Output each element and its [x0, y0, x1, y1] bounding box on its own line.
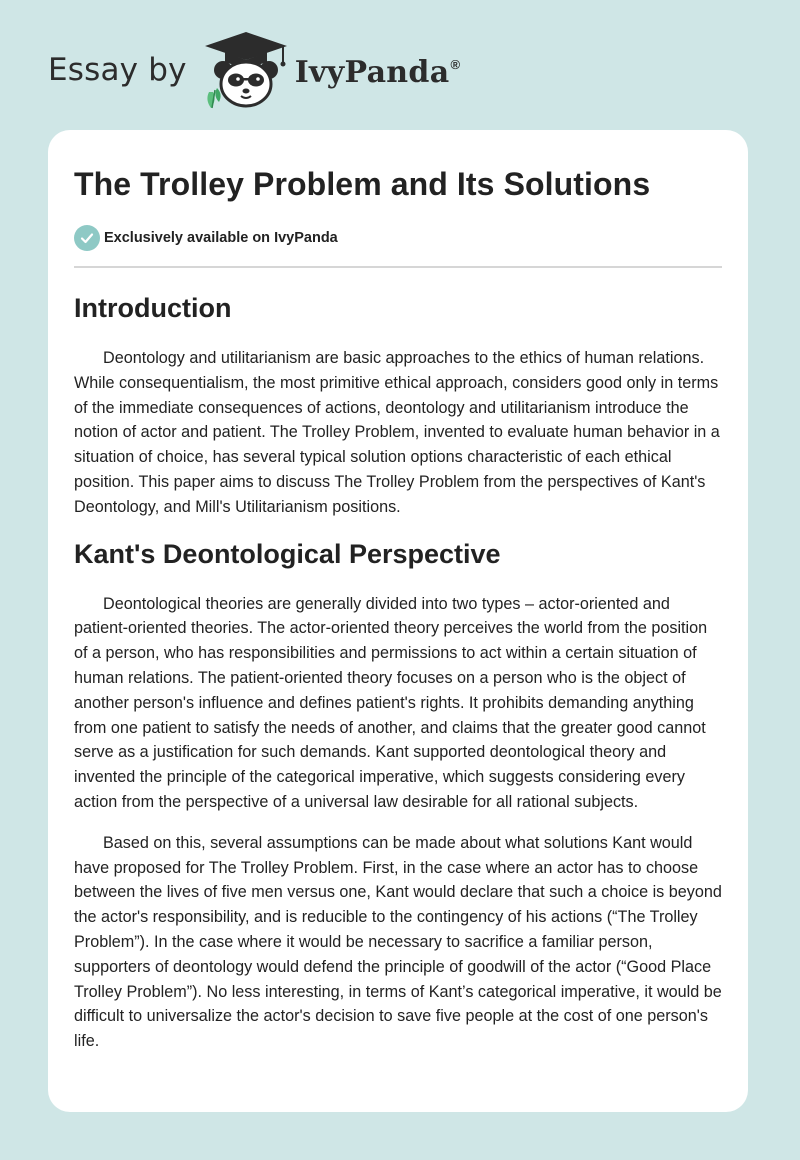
panda-logo-icon[interactable]	[203, 30, 289, 110]
check-icon	[74, 225, 100, 251]
section-heading: Kant's Deontological Perspective	[74, 538, 501, 569]
essay-card	[48, 130, 748, 1112]
brand-label: IvyPanda	[294, 54, 450, 90]
exclusive-badge	[74, 224, 722, 252]
essay-by-label: Essay by	[48, 52, 187, 88]
registered-mark: ®	[450, 56, 461, 72]
brand-name[interactable]	[295, 55, 461, 90]
section-introduction	[74, 290, 722, 520]
section-kant-deontological-perspective	[74, 536, 722, 1054]
paragraph: Based on this, several assumptions can be made about what solutions Kant would have proposed for The Trolley Problem. First, in the case where an actor has to choose between the lives of five men versus one, Kant would declare that such a choice is beyond the actor's responsibility, and is reducible to the contingency of his actions (“The Trolley Problem”). In the case where it would be necessary to sacrifice a familiar person, supporters of deontology would defend the principle of goodwill of the actor (“Good Place Trolley Problem”). No less interesting, in terms of Kant’s categorical imperative, it would be difficult to universalize the actor's decision to save five people at the cost of one person's life.	[74, 833, 722, 1051]
paragraph: Deontological theories are generally divided into two types – actor-oriented and patient-oriented theories. The actor-oriented theory perceives the world from the position of a person, who has responsibilities and permissions to act within a certain situation of human relations. The patient-oriented theory focuses on a person who is the object of another person's influence and defines patient's rights. It prohibits demanding anything from one patient to satisfy the needs of another, and claims that the greater good cannot serve as a justification for such demands. Kant supported deontological theory and invented the principle of the categorical imperative, which suggests considering every action from the perspective of a universal law desirable for all rational subjects.	[74, 594, 708, 811]
paragraph: Deontology and utilitarianism are basic approaches to the ethics of human relations. While consequentialism, the most primitive ethical approach, considers good only in terms of the immediate consequences of actions, deontology and utilitarianism introduce the notion of actor and patient. The Trolley Problem, invented to evaluate human behavior in a situation of choice, has several typical solution options characteristic of each ethical position. This paper aims to discuss The Trolley Problem from the perspectives of Kant's Deontology, and Mill's Utilitarianism positions.	[74, 349, 720, 516]
section-heading: Introduction	[74, 293, 232, 323]
page-title: The Trolley Problem and Its Solutions	[74, 166, 651, 202]
site-header	[48, 28, 460, 112]
badge-label: Exclusively available on IvyPanda	[104, 230, 338, 246]
divider	[74, 266, 722, 268]
